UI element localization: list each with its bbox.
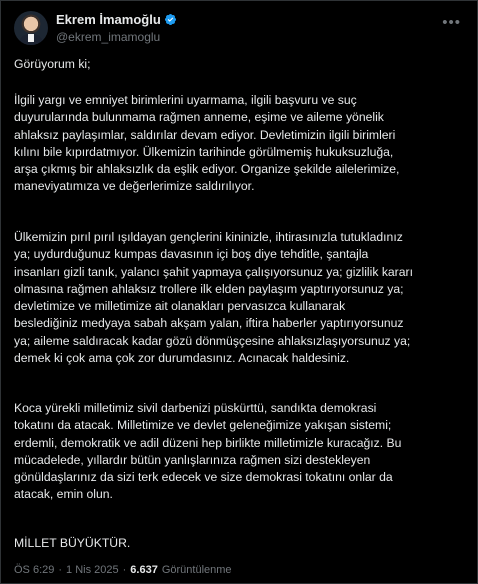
views-count: 6.637	[130, 564, 158, 576]
tweet-paragraph: Ülkemizin pırıl pırıl ışıldayan gençlerini kininizle, ihtirasınızla tutukladınız ya; uydurduğunuz kumpas davasının içi boş diye tehditle, şantajla insanları gizli tanık, yalancı şahit yapmaya çalışıyorsunuz ya; gizlilik kararı olmasına rağmen ahlaksız trollere ilk elden paylaşım yaptırıyorsunuz ya; devletimize ve milletimize ait olanakları pervasızca kullanarak beslediğiniz medyaya sabah akşam yalan, iftira haberler yaptırıyorsunuz ya; aileme saldıracak kadar gözü dönmüşçesine ahlaksızlaşıyorsunuz ya; demek ki çok ama çok zor durumdasınız. Acınacak haldesiniz.	[14, 230, 413, 366]
verified-badge-icon[interactable]	[164, 13, 177, 26]
views-label: Görüntülenme	[161, 564, 232, 576]
avatar-collar	[28, 34, 34, 42]
tweet-paragraph: MİLLET BÜYÜKTÜR.	[14, 536, 131, 550]
avatar[interactable]	[14, 11, 48, 45]
tweet-meta	[14, 564, 232, 576]
tweet-date[interactable]: 1 Nis 2025	[66, 564, 119, 576]
tweet-paragraph: İlgili yargı ve emniyet birimlerini uyarmama, ilgili başvuru ve suç duyurularında bulunmama rağmen anneme, eşime ve aileme yönelik ahlaksız paylaşımlar, saldırılar devam ediyor. Devletimizin ilgili birimleri kılını bile kıpırdatmıyor. Ülkemizin tarihinde görülmemiş hukuksuzluğa, arşa çıkmış bir ahlaksızlık da eşlik ediyor. Organize şekilde ailelerimize, maneviyatımıza ve değerlerimize saldırılıyor.	[14, 93, 400, 194]
tweet-header	[14, 10, 467, 46]
more-horizontal-icon[interactable]: •••	[442, 14, 461, 31]
meta-separator: ·	[122, 564, 127, 576]
author-info	[56, 12, 177, 44]
tweet-time[interactable]: ÖS 6:29	[14, 564, 55, 576]
meta-separator: ·	[58, 564, 63, 576]
tweet-paragraph: Koca yürekli milletimiz sivil darbenizi püskürttü, sandıkta demokrasi tokatını da atacak. Milletimize ve devlet geleneğimize yakışan sistemi; erdemli, demokratik ve adil düzeni hep birlikte milletimizle kuracağız. Bu mücadelede, yıllardır bütün yanlışlarınıza rağmen sizi destekleyen gönüldaşlarınız da sizi terk edecek ve size demokrasi tokatını onlar da atacak, emin olun.	[14, 401, 402, 502]
author-name-row	[56, 12, 177, 27]
author-display-name[interactable]: Ekrem İmamoğlu	[56, 12, 161, 27]
tweet-paragraph: Görüyorum ki;	[14, 57, 91, 71]
author-handle[interactable]: @ekrem_imamoglu	[56, 30, 161, 44]
